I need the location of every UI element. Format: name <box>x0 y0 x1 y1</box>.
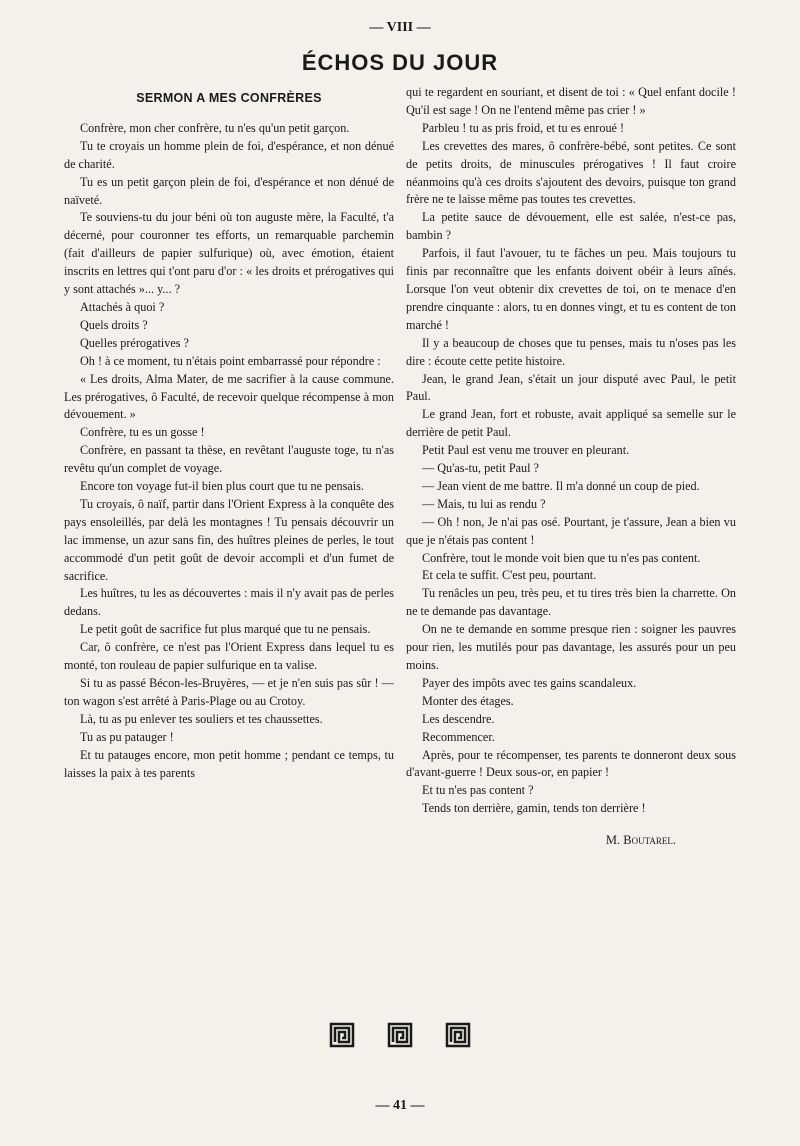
paragraph: La petite sauce de dévouement, elle est salée, n'est-ce pas, bambin ? <box>406 210 736 243</box>
right-paragraph-list <box>406 120 736 818</box>
author-signature: M. Boutarel. <box>605 833 676 848</box>
paragraph: Recommencer. <box>422 729 495 744</box>
running-header-page-number: — VIII — <box>369 20 431 35</box>
paragraph: Attachés à quoi ? <box>80 299 165 314</box>
paragraph: Jean, le grand Jean, s'était un jour disputé avec Paul, le petit Paul. <box>406 371 736 404</box>
paragraph: — Oh ! non, Je n'ai pas osé. Pourtant, je t'assure, Jean a bien vu que je n'étais pas content ! <box>406 514 736 547</box>
paragraph: Parfois, il faut l'avouer, tu te fâches un peu. Mais toujours tu finis par reconnaître que les enfants doivent obéir à leurs aînés. Lorsque l'on veut obtenir dix crevettes de toi, on te menace d'en prendre cinquante : alors, tu en donnes vingt, et tu es content de ton marché ! <box>406 246 736 332</box>
paragraph: Car, ô confrère, ce n'est pas l'Orient Express dans lequel tu es monté, ton rouleau de papier sulfurique en ta valise. <box>64 640 394 673</box>
ornament-row <box>0 1022 800 1048</box>
left-paragraph-list <box>64 120 394 783</box>
page-number: — 41 — <box>375 1098 425 1113</box>
paragraph: On ne te demande en somme presque rien : soigner les pauvres pour rien, les mutilés pour pas davantage, les assurés pour un peu moins. <box>406 622 736 672</box>
paragraph: Parbleu ! tu as pris froid, et tu es enroué ! <box>422 120 625 135</box>
paragraph: Il y a beaucoup de choses que tu penses, mais tu n'oses pas les dire : écoute cette petite histoire. <box>406 335 736 368</box>
section-title: ÉCHOS DU JOUR <box>301 50 499 75</box>
greek-key-ornament-icon <box>387 1022 413 1048</box>
paragraph: Quelles prérogatives ? <box>80 335 189 350</box>
paragraph: Confrère, en passant ta thèse, en revêtant l'auguste toge, tu n'as revêtu qu'un complet de voyage. <box>64 443 394 476</box>
paragraph: Tu as pu patauger ! <box>80 729 174 744</box>
paragraph: — Jean vient de me battre. Il m'a donné un coup de pied. <box>422 478 700 493</box>
paragraph: Oh ! à ce moment, tu n'étais point embarrassé pour répondre : <box>80 353 381 368</box>
paragraph: Tu croyais, ô naïf, partir dans l'Orient Express à la conquête des pays ensoleillés, par delà les montagnes ! Tu pensais découvrir un lac immense, un azur sans fin, des huîtres pleines de perles, le tout accommodé d'un petit goût de devoir accompli et d'un fumet de sacrifice. <box>64 496 394 583</box>
greek-key-ornament-icon <box>445 1022 471 1048</box>
paragraph: Payer des impôts avec tes gains scandaleux. <box>422 675 637 690</box>
paragraph: Et tu n'es pas content ? <box>422 783 534 798</box>
paragraph: Confrère, tout le monde voit bien que tu n'es pas content. <box>422 550 701 565</box>
continued-paragraph: qui te regardent en souriant, et disent de toi : « Quel enfant docile ! Qu'il est sage ! On ne l'entend même pas crier ! » <box>406 85 736 117</box>
paragraph: Les huîtres, tu les as découvertes : mais il n'y avait pas de perles dedans. <box>64 586 394 619</box>
right-column <box>406 84 736 850</box>
paragraph: Tu te croyais un homme plein de foi, d'espérance, et non dénué de charité. <box>64 138 394 171</box>
paragraph: Les crevettes des mares, ô confrère-bébé, sont petites. Ce sont de petits droits, de minuscules prérogatives ! Il faut croire néanmoins qu'à ces droits s'ajoutent des devoirs, puisque ton grand frère ne te laisse même pas toutes tes crevettes. <box>406 138 736 207</box>
paragraph: Les descendre. <box>422 711 495 726</box>
paragraph: Petit Paul est venu me trouver en pleurant. <box>422 443 630 458</box>
paragraph: Le petit goût de sacrifice fut plus marqué que tu ne pensais. <box>80 622 371 637</box>
article-subtitle: SERMON A MES CONFRÈRES <box>136 91 322 105</box>
paragraph: Tends ton derrière, gamin, tends ton derrière ! <box>422 801 646 816</box>
paragraph: Le grand Jean, fort et robuste, avait appliqué sa semelle sur le derrière de petit Paul. <box>406 407 736 440</box>
paragraph: Et cela te suffit. C'est peu, pourtant. <box>422 568 597 583</box>
paragraph: Après, pour te récompenser, tes parents te donneront deux sous d'avant-guerre ! Deux sous-or, en papier ! <box>406 747 736 780</box>
paragraph: Là, tu as pu enlever tes souliers et tes chaussettes. <box>80 711 323 726</box>
paragraph: Quels droits ? <box>80 317 148 332</box>
paragraph: Si tu as passé Bécon-les-Bruyères, — et je n'en suis pas sûr ! — ton wagon s'est arrêté à Paris-Plage ou au Crotoy. <box>64 676 394 708</box>
paragraph: Confrère, tu es un gosse ! <box>80 425 205 440</box>
greek-key-ornament-icon <box>329 1022 355 1048</box>
paragraph: Et tu patauges encore, mon petit homme ; pendant ce temps, tu laisses la paix à tes parents <box>64 747 394 780</box>
paragraph: Tu renâcles un peu, très peu, et tu tires très bien la charrette. On ne te demande pas davantage. <box>406 586 736 619</box>
paragraph: Confrère, mon cher confrère, tu n'es qu'un petit garçon. <box>80 120 350 135</box>
paragraph: — Qu'as-tu, petit Paul ? <box>422 461 539 476</box>
paragraph: Encore ton voyage fut-il bien plus court que tu ne pensais. <box>80 479 364 494</box>
paragraph: Monter des étages. <box>422 693 514 708</box>
paragraph: Tu es un petit garçon plein de foi, d'espérance et non dénué de naïveté. <box>64 174 394 207</box>
left-column <box>64 84 394 782</box>
paragraph: — Mais, tu lui as rendu ? <box>422 496 546 511</box>
paragraph: Te souviens-tu du jour béni où ton auguste mère, la Faculté, t'a décerné, pour couronner tes efforts, un remarquable parchemin (fait d'ailleurs de papier sulfurique) où, avec émotion, étaient inscrits en lettres qui t'ont paru d'or : « les droits et prérogatives qui y sont attachés »... y... ? <box>64 210 394 297</box>
paragraph: « Les droits, Alma Mater, de me sacrifier à la cause commune. Les prérogatives, ô Faculté, de recevoir quelque récompense à mon dévouement. » <box>64 371 394 422</box>
